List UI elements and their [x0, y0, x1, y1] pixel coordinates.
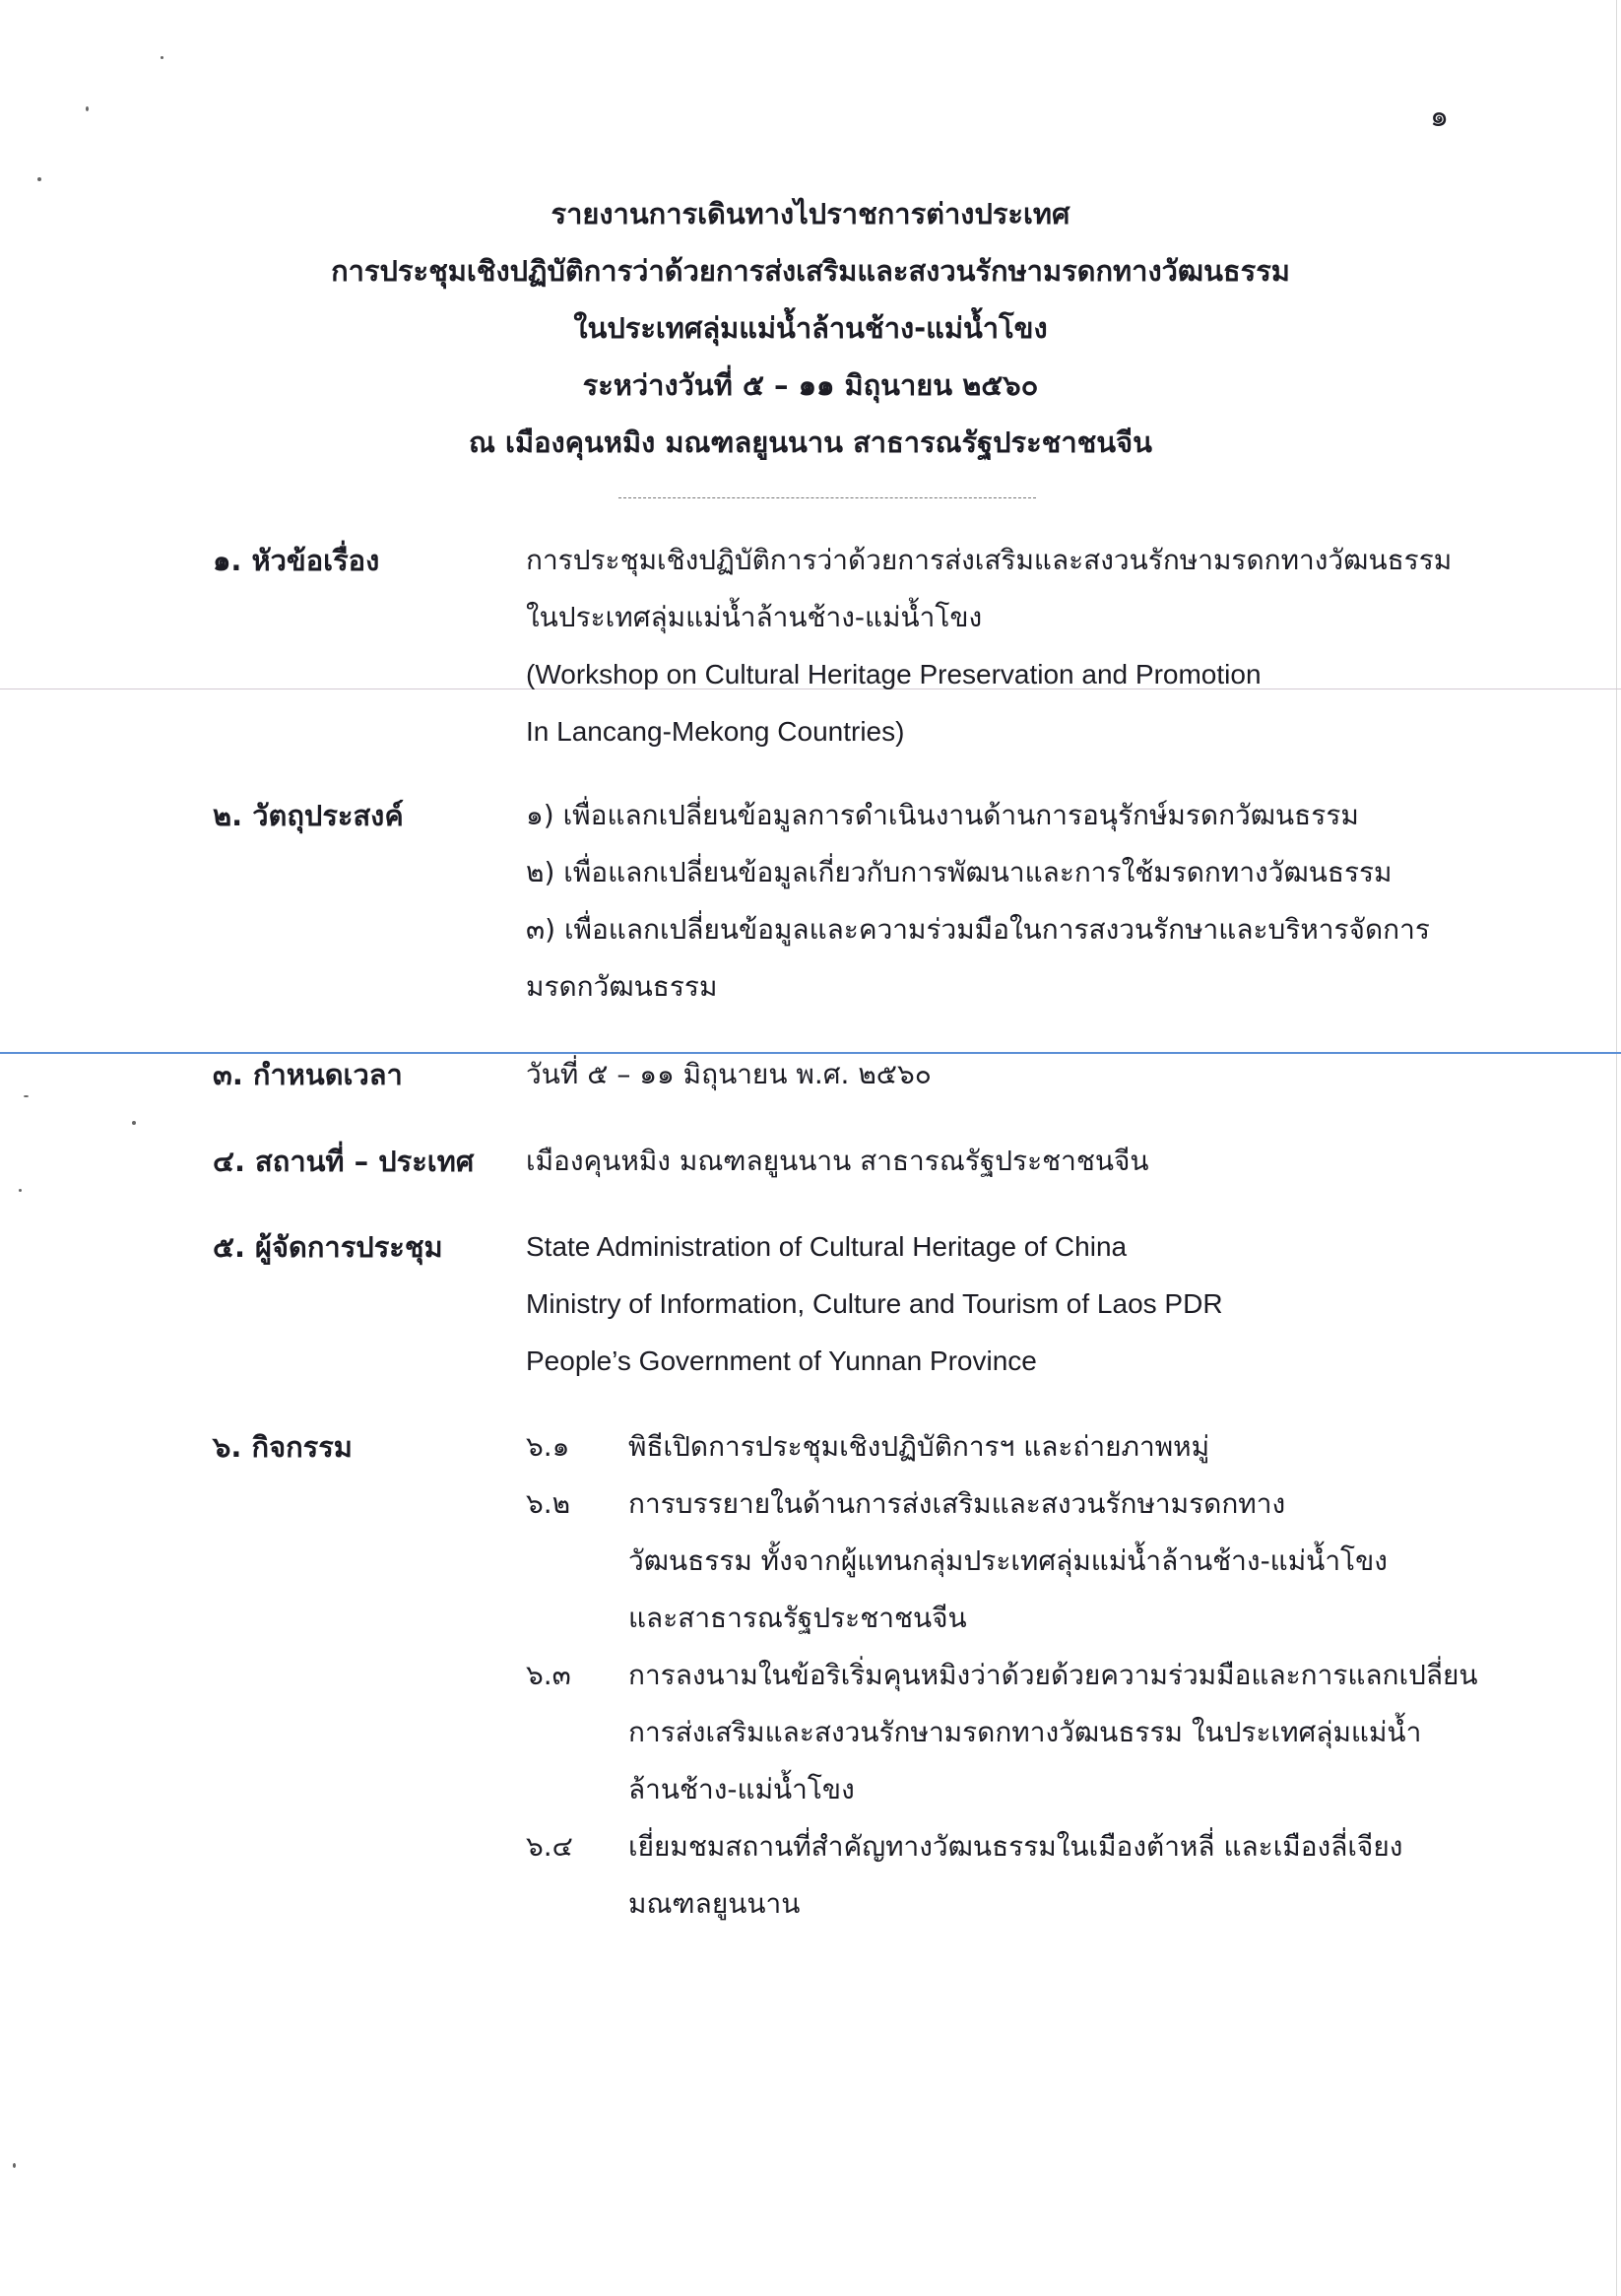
activity-number: ๖.๔	[526, 1830, 573, 1863]
scan-speck	[161, 56, 163, 59]
scan-speck	[19, 1189, 22, 1192]
section-body	[526, 787, 1511, 1016]
organizer-item: Ministry of Information, Culture and Tourism of Laos PDR	[526, 1288, 1223, 1319]
section-line: In Lancang-Mekong Countries)	[526, 716, 905, 747]
document-header	[0, 185, 1621, 471]
activity-line: และสาธารณรัฐประชาชนจีน	[628, 1602, 967, 1634]
header-divider	[618, 497, 1036, 498]
section-label: ๓. กำหนดเวลา	[213, 1058, 403, 1091]
objective-item: มรดกวัฒนธรรม	[526, 970, 718, 1003]
scan-speck	[13, 2163, 16, 2168]
activity-line: เยี่ยมชมสถานที่สำคัญทางวัฒนธรรมในเมืองต้าหลี่ และเมืองลี่เจียง	[628, 1830, 1403, 1863]
scan-speck	[37, 177, 41, 181]
section-line: การประชุมเชิงปฏิบัติการว่าด้วยการส่งเสริมและสงวนรักษามรดกทางวัฒนธรรม	[526, 544, 1453, 576]
header-location: ณ เมืองคุนหมิง มณฑลยูนนาน สาธารณรัฐประชาชนจีน	[469, 426, 1152, 459]
section-label: ๒. วัตถุประสงค์	[213, 799, 404, 832]
scan-speck	[86, 106, 89, 111]
activity-item	[628, 1418, 1515, 1476]
activity-line: มณฑลยูนนาน	[628, 1887, 801, 1920]
objective-item: ๑) เพื่อแลกเปลี่ยนข้อมูลการดำเนินงานด้านการอนุรักษ์มรดกวัฒนธรรม	[526, 799, 1359, 831]
header-subtitle: การประชุมเชิงปฏิบัติการว่าด้วยการส่งเสริมและสงวนรักษามรดกทางวัฒนธรรม	[331, 254, 1290, 288]
activity-line: การลงนามในข้อริเริ่มคุนหมิงว่าด้วยด้วยความร่วมมือและการแลกเปลี่ยน	[628, 1659, 1478, 1691]
activity-item	[628, 1476, 1515, 1647]
scan-speck	[132, 1121, 136, 1125]
objective-item: ๒) เพื่อแลกเปลี่ยนข้อมูลเกี่ยวกับการพัฒนาและการใช้มรดกทางวัฒนธรรม	[526, 856, 1393, 888]
section-label: ๔. สถานที่ – ประเทศ	[213, 1145, 475, 1178]
organizer-item: State Administration of Cultural Heritage of China	[526, 1231, 1128, 1262]
section-label: ๑. หัวข้อเรื่อง	[213, 544, 380, 577]
activity-line: การบรรยายในด้านการส่งเสริมและสงวนรักษามรดกทาง	[628, 1487, 1286, 1520]
section-label: ๖. กิจกรรม	[213, 1430, 353, 1464]
scan-speck	[24, 1095, 29, 1097]
header-dates: ระหว่างวันที่ ๕ – ๑๑ มิถุนายน ๒๕๖๐	[582, 368, 1039, 402]
section-line: วันที่ ๕ – ๑๑ มิถุนายน พ.ศ. ๒๕๖๐	[526, 1058, 932, 1090]
section-body	[526, 1133, 1511, 1190]
activity-number: ๖.๓	[526, 1659, 571, 1691]
section-body	[526, 1046, 1511, 1103]
section-line: ในประเทศลุ่มแม่น้ำล้านช้าง-แม่น้ำโขง	[526, 601, 983, 633]
section-line: (Workshop on Cultural Heritage Preservation and Promotion	[526, 659, 1262, 689]
objective-item: ๓) เพื่อแลกเปลี่ยนข้อมูลและความร่วมมือในการสงวนรักษาและบริหารจัดการ	[526, 913, 1430, 946]
section-line: เมืองคุนหมิง มณฑลยูนนาน สาธารณรัฐประชาชนจีน	[526, 1145, 1149, 1177]
activity-line: วัฒนธรรม ทั้งจากผู้แทนกลุ่มประเทศลุ่มแม่น้ำล้านช้าง-แม่น้ำโขง	[628, 1544, 1388, 1577]
header-title: รายงานการเดินทางไปราชการต่างประเทศ	[551, 197, 1070, 230]
activity-item	[628, 1647, 1515, 1818]
activity-line: ล้านช้าง-แม่น้ำโขง	[628, 1773, 855, 1805]
organizer-item: People’s Government of Yunnan Province	[526, 1345, 1037, 1376]
section-body	[526, 1218, 1511, 1390]
activity-number: ๖.๒	[526, 1487, 571, 1520]
page-number: ๑	[1430, 99, 1450, 134]
activity-item	[628, 1818, 1515, 1933]
activity-line: การส่งเสริมและสงวนรักษามรดกทางวัฒนธรรม ในประเทศลุ่มแม่น้ำ	[628, 1716, 1422, 1748]
section-label: ๕. ผู้จัดการประชุม	[213, 1230, 443, 1264]
header-region: ในประเทศลุ่มแม่น้ำล้านช้าง-แม่น้ำโขง	[573, 311, 1048, 345]
activity-number: ๖.๑	[526, 1430, 570, 1463]
activity-line: พิธีเปิดการประชุมเชิงปฏิบัติการฯ และถ่ายภาพหมู่	[628, 1430, 1210, 1463]
section-body	[526, 532, 1511, 760]
